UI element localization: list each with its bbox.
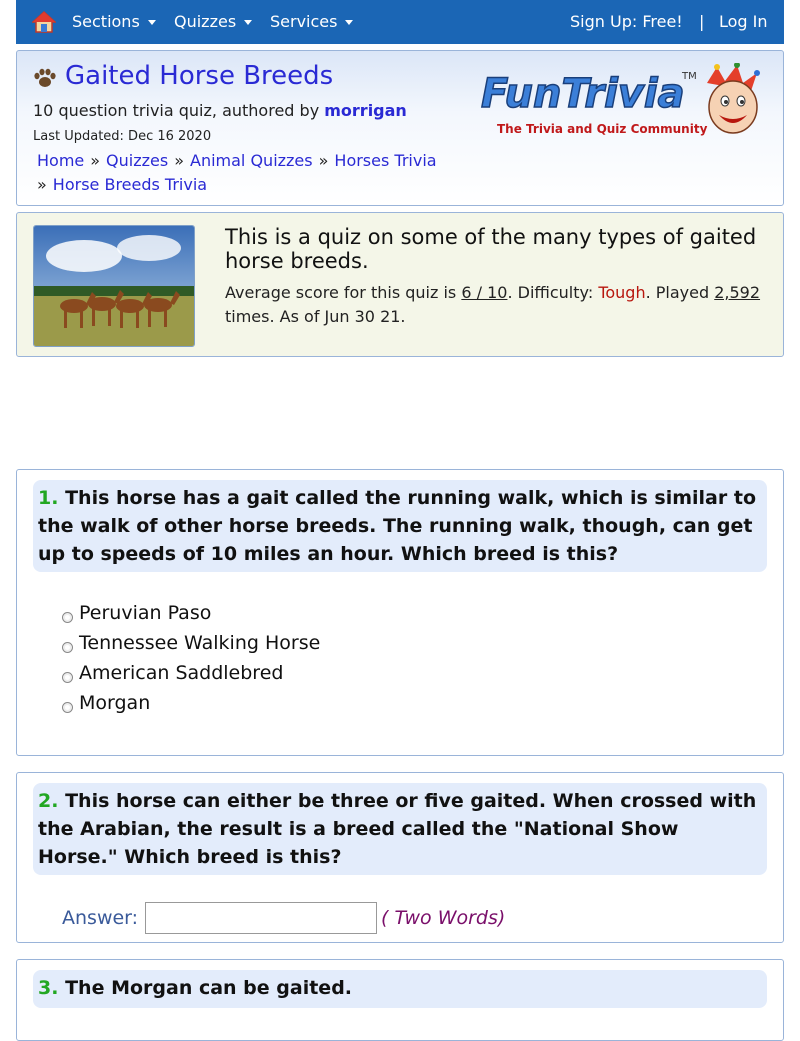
- radio-button[interactable]: [62, 702, 73, 713]
- nav-services[interactable]: Services: [270, 12, 353, 31]
- quiz-description: This is a quiz on some of the many types of gaited horse breeds.: [225, 225, 757, 273]
- question-number: 2.: [38, 790, 59, 812]
- logo-tagline: The Trivia and Quiz Community: [497, 122, 708, 136]
- last-updated: Last Updated: Dec 16 2020: [33, 129, 212, 144]
- question-1-header: [33, 480, 767, 572]
- question-2-card: [16, 772, 784, 943]
- breadcrumb-home[interactable]: Home: [37, 151, 85, 170]
- chevron-down-icon: [244, 20, 252, 25]
- quiz-subtitle: 10 question trivia quiz, authored by morrigan: [33, 101, 407, 120]
- logo-wordmark: FunTrivia: [481, 71, 685, 117]
- difficulty-value: Tough: [598, 283, 646, 302]
- answer-label: Answer:: [62, 907, 139, 929]
- question-text: The Morgan can be gaited.: [65, 977, 353, 999]
- breadcrumb-horses-trivia[interactable]: Horses Trivia: [334, 151, 437, 170]
- radio-button[interactable]: [62, 612, 73, 623]
- question-text: This horse can either be three or five gaited. When crossed with the Arabian, the result is a breed called the "National Show Horse." Which breed is this?: [38, 790, 757, 868]
- question-1-card: [16, 469, 784, 756]
- answer-hint: ( Two Words): [381, 907, 506, 929]
- page-title: Gaited Horse Breeds: [65, 61, 334, 91]
- chevron-down-icon: [345, 20, 353, 25]
- question-2-header: [33, 783, 767, 875]
- signup-link[interactable]: Sign Up: Free!: [570, 12, 683, 31]
- question-3-card: [16, 959, 784, 1041]
- login-link[interactable]: Log In: [719, 12, 768, 31]
- average-score[interactable]: 6 / 10: [461, 283, 508, 302]
- breadcrumb-quizzes[interactable]: Quizzes: [106, 151, 169, 170]
- breadcrumb-horse-breeds-trivia[interactable]: Horse Breeds Trivia: [52, 175, 208, 194]
- nav-quizzes[interactable]: Quizzes: [174, 12, 252, 31]
- quiz-header: [16, 50, 784, 206]
- answer-option[interactable]: Peruvian Paso: [62, 602, 211, 624]
- author-link[interactable]: morrigan: [324, 101, 407, 120]
- answer-option[interactable]: Tennessee Walking Horse: [62, 632, 320, 654]
- funtrivia-logo[interactable]: [479, 63, 769, 141]
- top-navbar: [16, 0, 784, 44]
- home-icon[interactable]: [32, 11, 56, 33]
- horses-image: [33, 225, 195, 347]
- nav-separator: |: [699, 12, 705, 31]
- radio-button[interactable]: [62, 642, 73, 653]
- question-text: This horse has a gait called the running walk, which is similar to the walk of other horse breeds. The running walk, though, can get up to speeds of 10 miles an hour. Which breed is this?: [38, 487, 756, 565]
- nav-sections[interactable]: Sections: [72, 12, 156, 31]
- breadcrumb: Home » Quizzes » Animal Quizzes » Horses Trivia » Horse Breeds Trivia: [37, 151, 437, 194]
- answer-option[interactable]: American Saddlebred: [62, 662, 283, 684]
- question-3-header: [33, 970, 767, 1008]
- answer-option[interactable]: Morgan: [62, 692, 150, 714]
- breadcrumb-animal-quizzes[interactable]: Animal Quizzes: [190, 151, 313, 170]
- answer-input[interactable]: [145, 902, 377, 934]
- quiz-intro: [16, 212, 784, 357]
- logo-tm: TM: [682, 71, 697, 82]
- paw-icon: [33, 67, 57, 93]
- question-number: 1.: [38, 487, 59, 509]
- quiz-stats: Average score for this quiz is 6 / 10. Difficulty: Tough. Played 2,592 times. As of Jun 30 21.: [225, 283, 761, 326]
- jester-icon: [707, 63, 760, 133]
- radio-button[interactable]: [62, 672, 73, 683]
- played-count[interactable]: 2,592: [714, 283, 761, 302]
- chevron-down-icon: [148, 20, 156, 25]
- question-number: 3.: [38, 977, 59, 999]
